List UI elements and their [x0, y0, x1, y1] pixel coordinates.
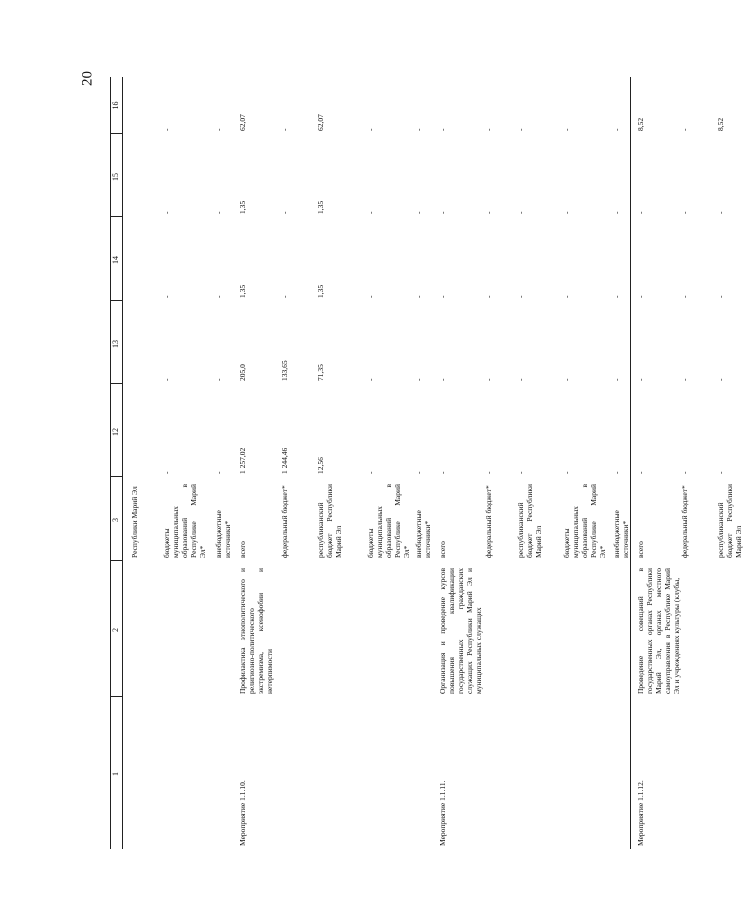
cell-r3-c13: 205,0: [238, 364, 247, 381]
cell-r2-c15: -: [214, 211, 223, 214]
cell-r8-c12: -: [438, 471, 447, 474]
cell-r4-c14: -: [280, 295, 289, 298]
cell-r9-c3: федеральный бюджет*: [484, 485, 493, 558]
cell-r11-c3: бюджеты муниципальных образований в Республике Марий Эл*: [562, 484, 607, 558]
page-number: 20: [79, 71, 96, 86]
cell-r11-c15: -: [562, 211, 571, 214]
cell-r11-c13: -: [562, 378, 571, 381]
cell-r14-c16: -: [680, 128, 689, 131]
cell-r15-c15: -: [716, 211, 725, 214]
cell-r14-c3: федеральный бюджет*: [680, 485, 689, 558]
cell-r8-c3: всего: [438, 541, 447, 558]
budget-table: [110, 77, 743, 849]
cell-r10-c12: -: [516, 471, 525, 474]
cell-r5-c3: республиканский бюджет Республики Марий Эл: [316, 484, 343, 558]
cell-r12-c12: -: [612, 471, 621, 474]
column-header-2: 2: [111, 628, 120, 632]
cell-r13-c2: Проведение совещаний в государственных органах Республики Марий Эл, органах местного самоуправления в Республике Марий Эл и учреждениях культуры (клубы,: [636, 568, 681, 694]
cell-r3-c15: 1,35: [238, 200, 247, 214]
cell-r1-c12: -: [162, 471, 171, 474]
cell-r10-c16: -: [516, 128, 525, 131]
cell-r5-c16: 62,07: [316, 114, 325, 131]
table-bottom-border: [630, 77, 631, 849]
cell-r9-c15: -: [484, 211, 493, 214]
cell-r3-c1: Мероприятие 1.1.10.: [238, 780, 247, 846]
cell-r7-c15: -: [414, 211, 423, 214]
cell-r15-c12: -: [716, 471, 725, 474]
cell-r8-c1: Мероприятие 1.1.11.: [438, 780, 447, 846]
cell-r12-c13: -: [612, 378, 621, 381]
cell-r6-c14: -: [366, 295, 375, 298]
cell-r3-c16: 62,07: [238, 114, 247, 131]
cell-r14-c14: -: [680, 295, 689, 298]
cell-r10-c3: республиканский бюджет Республики Марий Эл: [516, 484, 543, 558]
cell-r13-c15: -: [636, 211, 645, 214]
cell-r8-c2: Организация и проведение курсов повышения квалификации государственных гражданских служащих Республики Марий Эл и муниципальных служащих: [438, 568, 483, 694]
cell-r8-c15: -: [438, 211, 447, 214]
cell-r10-c13: -: [516, 378, 525, 381]
cell-r13-c13: -: [636, 378, 645, 381]
cell-r15-c3: республиканский бюджет Республики Марий Эл: [716, 484, 743, 558]
cell-r11-c12: -: [562, 471, 571, 474]
cell-r15-c14: -: [716, 295, 725, 298]
cell-r12-c14: -: [612, 295, 621, 298]
column-header-12: 12: [111, 428, 120, 436]
cell-r15-c16: 8,52: [716, 117, 725, 131]
cell-r2-c12: -: [214, 471, 223, 474]
cell-r11-c14: -: [562, 295, 571, 298]
cell-r12-c3: внебюджетные источники*: [612, 510, 630, 558]
cell-r14-c15: -: [680, 211, 689, 214]
cell-r2-c13: -: [214, 378, 223, 381]
cell-r10-c15: -: [516, 211, 525, 214]
cell-r1-c14: -: [162, 295, 171, 298]
cell-r13-c14: -: [636, 295, 645, 298]
cell-r14-c12: -: [680, 471, 689, 474]
cell-r5-c12: 12,56: [316, 457, 325, 474]
cell-r4-c16: -: [280, 128, 289, 131]
cell-r6-c16: -: [366, 128, 375, 131]
cell-r5-c15: 1,35: [316, 200, 325, 214]
cell-r11-c16: -: [562, 128, 571, 131]
cell-r15-c13: -: [716, 378, 725, 381]
column-header-3: 3: [111, 518, 120, 522]
cell-r8-c13: -: [438, 378, 447, 381]
cell-r13-c12: -: [636, 471, 645, 474]
cell-r13-c16: 8,52: [636, 117, 645, 131]
cell-r6-c3: бюджеты муниципальных образований в Республике Марий Эл*: [366, 484, 411, 558]
cell-r6-c13: -: [366, 378, 375, 381]
cell-r1-c16: -: [162, 128, 171, 131]
cell-r5-c14: 1,35: [316, 284, 325, 298]
cell-r7-c12: -: [414, 471, 423, 474]
cell-r8-c14: -: [438, 295, 447, 298]
column-header-1: 1: [111, 772, 120, 776]
cell-r7-c3: внебюджетные источники*: [414, 510, 432, 558]
cell-r12-c16: -: [612, 128, 621, 131]
cell-r3-c12: 1 257,02: [238, 447, 247, 474]
cell-r0-c3: Республики Марий Эл: [130, 486, 139, 558]
cell-r1-c13: -: [162, 378, 171, 381]
cell-r7-c16: -: [414, 128, 423, 131]
cell-r1-c3: бюджеты муниципальных образований в Республике Марий Эл*: [162, 484, 207, 558]
cell-r4-c15: -: [280, 211, 289, 214]
header-divider: [122, 77, 123, 849]
column-header-16: 16: [111, 101, 120, 110]
cell-r13-c1: Мероприятие 1.1.12.: [636, 780, 645, 846]
cell-r4-c12: 1 244,46: [280, 447, 289, 474]
cell-r14-c13: -: [680, 378, 689, 381]
cell-r6-c15: -: [366, 211, 375, 214]
cell-r9-c13: -: [484, 378, 493, 381]
cell-r7-c13: -: [414, 378, 423, 381]
cell-r9-c12: -: [484, 471, 493, 474]
cell-r3-c14: 1,35: [238, 284, 247, 298]
cell-r3-c3: всего: [238, 541, 247, 558]
cell-r9-c14: -: [484, 295, 493, 298]
cell-r3-c2: Профилактика этнополитического и религиозно-политического экстремизма, ксенофобии и нетерпимости: [238, 568, 274, 694]
cell-r10-c14: -: [516, 295, 525, 298]
cell-r6-c12: -: [366, 471, 375, 474]
column-header-14: 14: [111, 256, 120, 264]
cell-r4-c13: 133,65: [280, 360, 289, 381]
cell-r5-c13: 71,35: [316, 364, 325, 381]
cell-r9-c16: -: [484, 128, 493, 131]
cell-r8-c16: -: [438, 128, 447, 131]
cell-r13-c3: всего: [636, 541, 645, 558]
cell-r2-c3: внебюджетные источники*: [214, 510, 232, 558]
cell-r7-c14: -: [414, 295, 423, 298]
cell-r4-c3: федеральный бюджет*: [280, 485, 289, 558]
column-header-15: 15: [111, 173, 120, 181]
cell-r1-c15: -: [162, 211, 171, 214]
cell-r2-c16: -: [214, 128, 223, 131]
cell-r2-c14: -: [214, 295, 223, 298]
cell-r12-c15: -: [612, 211, 621, 214]
column-header-13: 13: [111, 340, 120, 348]
